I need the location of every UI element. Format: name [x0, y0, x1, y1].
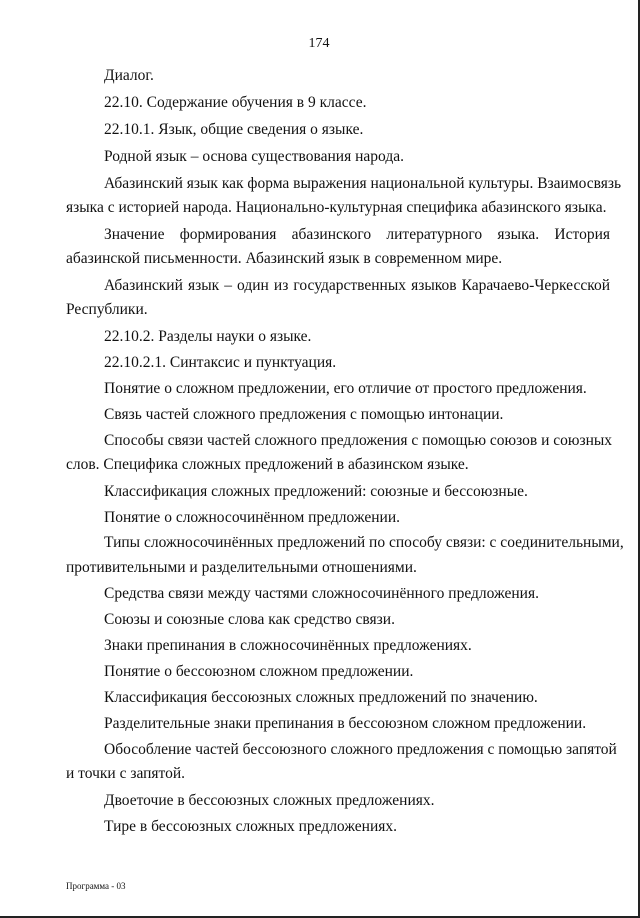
text-line: Значение формирования абазинского литературного языка. История [104, 226, 610, 243]
text-line: Диалог. [104, 67, 154, 84]
footer-label: Программа - 03 [66, 881, 126, 891]
text-line: Абазинский язык – один из государственных языков Карачаево-Черкесской [104, 277, 610, 294]
text-line: 22.10. Содержание обучения в 9 классе. [104, 94, 367, 111]
text-line: Типы сложносочинённых предложений по способу связи: с соединительными, [104, 534, 624, 551]
text-line: Классификация сложных предложений: союзные и бессоюзные. [104, 483, 528, 500]
text-line: Союзы и союзные слова как средство связи. [104, 611, 395, 628]
text-line: Понятие о сложном предложении, его отличие от простого предложения. [104, 380, 587, 397]
text-line: Обособление частей бессоюзного сложного предложения с помощью запятой [104, 741, 617, 758]
text-line: слов. Специфика сложных предложений в абазинском языке. [66, 456, 469, 473]
text-line: противительными и разделительными отношениями. [66, 559, 417, 576]
page-number: 174 [308, 36, 330, 51]
text-line: Абазинский язык как форма выражения национальной культуры. Взаимосвязь [104, 175, 622, 192]
text-line: Классификация бессоюзных сложных предложений по значению. [104, 689, 538, 706]
text-line: абазинской письменности. Абазинский язык в современном мире. [66, 250, 503, 267]
text-line: Разделительные знаки препинания в бессоюзном сложном предложении. [104, 715, 587, 732]
text-line: Связь частей сложного предложения с помощью интонации. [104, 406, 504, 423]
text-line: Родной язык – основа существования народа. [104, 148, 404, 165]
text-line: языка с историей народа. Национально-культурная специфика абазинского языка. [66, 199, 607, 216]
text-line: Средства связи между частями сложносочинённого предложения. [104, 585, 539, 602]
text-line: Двоеточие в бессоюзных сложных предложениях. [104, 792, 435, 809]
text-line: 22.10.1. Язык, общие сведения о языке. [104, 121, 364, 138]
text-line: 22.10.2.1. Синтаксис и пунктуация. [104, 354, 337, 371]
text-line: Республики. [66, 301, 148, 318]
text-line: Понятие о сложносочинённом предложении. [104, 509, 401, 526]
text-line: Понятие о бессоюзном сложном предложении. [104, 663, 414, 680]
text-line: Способы связи частей сложного предложения с помощью союзов и союзных [104, 432, 613, 449]
text-line: Тире в бессоюзных сложных предложениях. [104, 818, 398, 835]
text-line: и точки с запятой. [66, 765, 186, 782]
text-line: Знаки препинания в сложносочинённых предложениях. [104, 637, 472, 654]
text-line: 22.10.2. Разделы науки о языке. [104, 328, 312, 345]
